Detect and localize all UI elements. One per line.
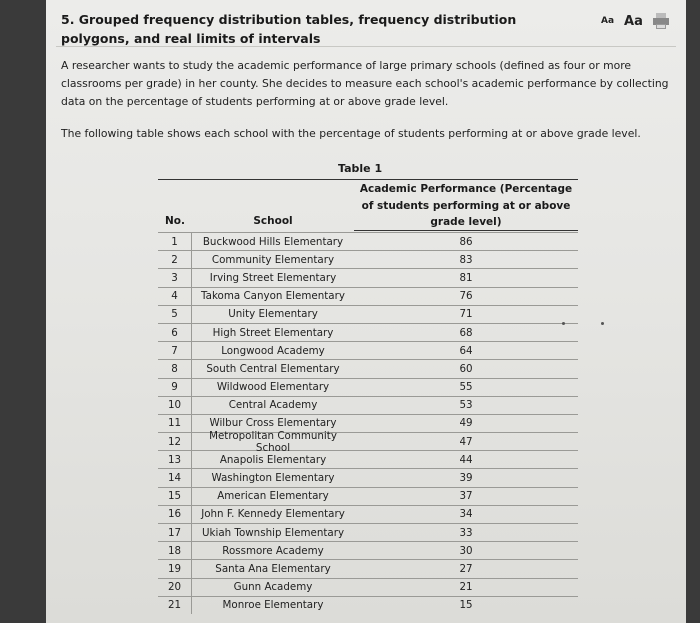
- row-school-name: Wilbur Cross Elementary: [209, 417, 337, 430]
- row-school-name: Washington Elementary: [211, 472, 335, 485]
- table-row: [158, 487, 578, 505]
- table-row: [158, 523, 578, 541]
- decrease-font-button[interactable]: Aa: [601, 16, 615, 26]
- table-row: [158, 323, 578, 341]
- table-row: [158, 559, 578, 577]
- font-size-controls: [601, 10, 669, 32]
- table-row: [158, 341, 578, 359]
- decorative-dot: [562, 322, 565, 325]
- row-number: 7: [158, 342, 192, 359]
- table-row: [158, 596, 578, 614]
- row-number: 16: [158, 506, 192, 523]
- table-row: [158, 287, 578, 305]
- question-panel: [46, 0, 686, 623]
- table-row: [158, 396, 578, 414]
- table-row: [158, 429, 578, 454]
- table-row: [158, 378, 578, 396]
- row-number: 20: [158, 579, 192, 596]
- row-number: 18: [158, 542, 192, 559]
- row-number: 19: [158, 560, 192, 577]
- row-school-name: South Central Elementary: [206, 362, 340, 375]
- row-number: 11: [158, 415, 192, 432]
- row-performance-value: 49: [459, 417, 473, 430]
- question-intro: A researcher wants to study the academic performance of large primary schools (defined as four or more classrooms per grade) in her county. She decides to measure each school's academic performance by collecting data on the percentage of students performing at or above grade level.: [61, 59, 669, 108]
- printer-icon[interactable]: [653, 13, 669, 29]
- row-number: 1: [158, 233, 192, 250]
- row-number: 9: [158, 379, 192, 396]
- table-row: [158, 250, 578, 268]
- row-school-name: Unity Elementary: [228, 308, 318, 321]
- row-performance-value: 68: [459, 326, 473, 339]
- header-no: No.: [165, 215, 185, 227]
- table-caption: Table 1: [338, 162, 383, 175]
- table-lead-text: The following table shows each school with the percentage of students performing at or above grade level.: [61, 127, 641, 140]
- row-number: 14: [158, 469, 192, 486]
- table-row: [158, 268, 578, 286]
- table-row: [158, 359, 578, 377]
- row-number: 2: [158, 251, 192, 268]
- row-performance-value: 47: [459, 435, 473, 448]
- row-school-name: Central Academy: [228, 399, 318, 412]
- row-school-name: Takoma Canyon Elementary: [201, 290, 345, 303]
- table-row: [158, 578, 578, 596]
- header-school: School: [253, 215, 293, 227]
- row-performance-value: 21: [459, 581, 473, 594]
- row-number: 6: [158, 324, 192, 341]
- row-school-name: Community Elementary: [211, 253, 335, 266]
- row-number: 5: [158, 306, 192, 323]
- row-performance-value: 81: [459, 271, 473, 284]
- row-school-name: Longwood Academy: [221, 344, 325, 357]
- row-number: 15: [158, 488, 192, 505]
- row-performance-value: 39: [459, 472, 473, 485]
- row-school-name: Santa Ana Elementary: [215, 562, 331, 575]
- row-performance-value: 86: [459, 235, 473, 248]
- row-school-name: Gunn Academy: [233, 581, 313, 594]
- decorative-dot: [601, 322, 604, 325]
- table-body: [158, 232, 578, 614]
- row-school-name: Monroe Elementary: [222, 599, 324, 612]
- table-row: [158, 468, 578, 486]
- row-school-name: Anapolis Elementary: [219, 453, 327, 466]
- row-number: 3: [158, 269, 192, 286]
- row-school-name: Metropolitan Community School: [209, 429, 337, 454]
- row-school-name: Buckwood Hills Elementary: [202, 235, 344, 248]
- table-row: [158, 232, 578, 250]
- row-number: 17: [158, 524, 192, 541]
- row-performance-value: 34: [459, 508, 473, 521]
- row-performance-value: 44: [459, 453, 473, 466]
- row-performance-value: 30: [459, 544, 473, 557]
- row-number: 8: [158, 360, 192, 377]
- table-row: [158, 541, 578, 559]
- row-performance-value: 55: [459, 381, 473, 394]
- table-row: [158, 305, 578, 323]
- row-school-name: John F. Kennedy Elementary: [201, 508, 345, 521]
- row-school-name: High Street Elementary: [212, 326, 334, 339]
- title-divider: [56, 46, 676, 47]
- header-academic-performance: Academic Performance (Percentage of students performing at or above grade level): [359, 183, 573, 228]
- row-performance-value: 53: [459, 399, 473, 412]
- row-performance-value: 76: [459, 290, 473, 303]
- table-row: [158, 505, 578, 523]
- row-performance-value: 27: [459, 562, 473, 575]
- row-number: 4: [158, 288, 192, 305]
- row-performance-value: 71: [459, 308, 473, 321]
- row-performance-value: 83: [459, 253, 473, 266]
- table-row: [158, 450, 578, 468]
- row-performance-value: 15: [459, 599, 473, 612]
- row-number: 12: [158, 433, 192, 450]
- row-performance-value: 37: [459, 490, 473, 503]
- table-top-rule: [158, 179, 578, 180]
- increase-font-button[interactable]: Aa: [624, 13, 643, 29]
- row-school-name: Rossmore Academy: [222, 544, 324, 557]
- row-school-name: Irving Street Elementary: [209, 271, 337, 284]
- row-number: 13: [158, 451, 192, 468]
- row-performance-value: 60: [459, 362, 473, 375]
- row-school-name: American Elementary: [217, 490, 329, 503]
- header-rule: [354, 230, 578, 231]
- row-school-name: Wildwood Elementary: [216, 381, 330, 394]
- row-performance-value: 33: [459, 526, 473, 539]
- row-performance-value: 64: [459, 344, 473, 357]
- row-number: 10: [158, 397, 192, 414]
- row-school-name: Ukiah Township Elementary: [201, 526, 345, 539]
- question-title: 5. Grouped frequency distribution tables, frequency distribution polygons, and real limits of intervals: [61, 12, 517, 46]
- row-number: 21: [158, 597, 192, 614]
